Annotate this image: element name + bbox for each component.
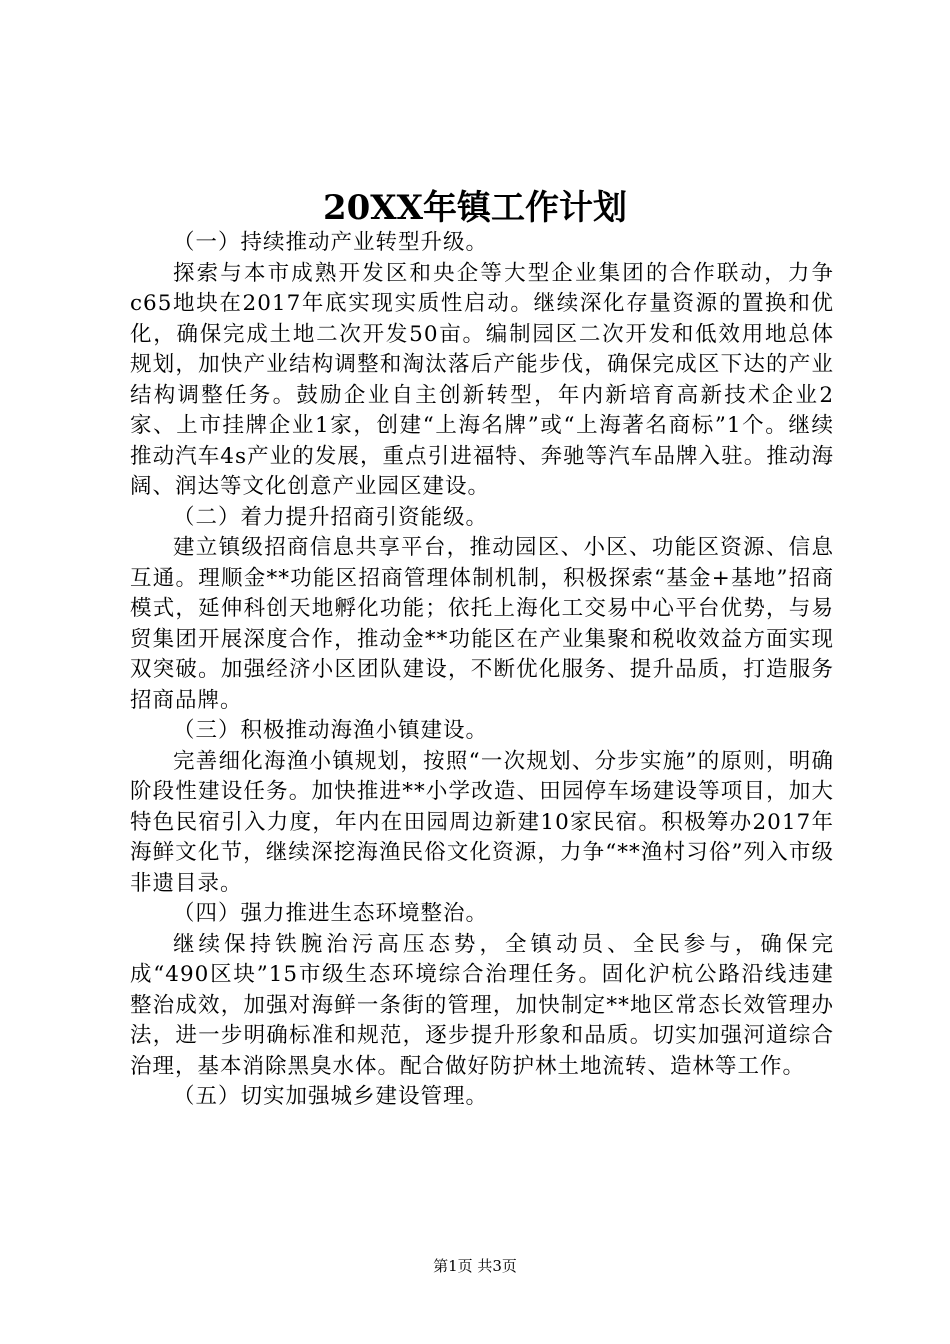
section-heading-2: （二）着力提升招商引资能级。 (173, 504, 489, 530)
section-paragraph-4: 继续保持铁腕治污高压态势，全镇动员、全民参与，确保完成“490区块”15市级生态环境综合治理任务。固化沪杭公路沿线违建整治成效，加强对海鲜一条街的管理，加快制定**地区常态长效管理办法，进一步明确标准和规范，逐步提升形象和品质。切实加强河道综合治理，基本消除黑臭水体。配合做好防护林土地流转、造林等工作。 (130, 931, 834, 1079)
section-paragraph-3: 完善细化海渔小镇规划，按照“一次规划、分步实施”的原则，明确阶段性建设任务。加快推进**小学改造、田园停车场建设等项目，加大特色民宿引入力度，年内在田园周边新建10家民宿。积极筹办2017年海鲜文化节，继续深挖海渔民俗文化资源，力争“**渔村习俗”列入市级非遗目录。 (130, 748, 834, 896)
document-title: 20XX年镇工作计划 (322, 188, 628, 228)
section-heading-1: （一）持续推动产业转型升级。 (173, 230, 489, 255)
page-footer: 第1页 共3页 (433, 1257, 517, 1275)
section-paragraph-2: 建立镇级招商信息共享平台，推动园区、小区、功能区资源、信息互通。理顺金**功能区招商管理体制机制，积极探索“基金+基地”招商模式，延伸科创天地孵化功能；依托上海化工交易中心平台优势，与易贸集团开展深度合作，推动金**功能区在产业集聚和税收效益方面实现双突破。加强经济小区团队建设，不断优化服务、提升品质，打造服务招商品牌。 (130, 535, 834, 713)
section-paragraph-1: 探索与本市成熟开发区和央企等大型企业集团的合作联动，力争c65地块在2017年底实现实质性启动。继续深化存量资源的置换和优化，确保完成土地二次开发50亩。编制园区二次开发和低效用地总体规划，加快产业结构调整和淘汰落后产能步伐，确保完成区下达的产业结构调整任务。鼓励企业自主创新转型，年内新培育高新技术企业2家、上市挂牌企业1家，创建“上海名牌”或“上海著名商标”1个。继续推动汽车4s产业的发展，重点引进福特、奔驰等汽车品牌入驻。推动海阔、润达等文化创意产业园区建设。 (130, 260, 834, 499)
section-heading-3: （三）积极推动海渔小镇建设。 (173, 718, 489, 743)
document-body (130, 228, 834, 1113)
section-heading-4: （四）强力推进生态环境整治。 (173, 901, 489, 926)
section-heading-5: （五）切实加强城乡建设管理。 (173, 1084, 489, 1109)
